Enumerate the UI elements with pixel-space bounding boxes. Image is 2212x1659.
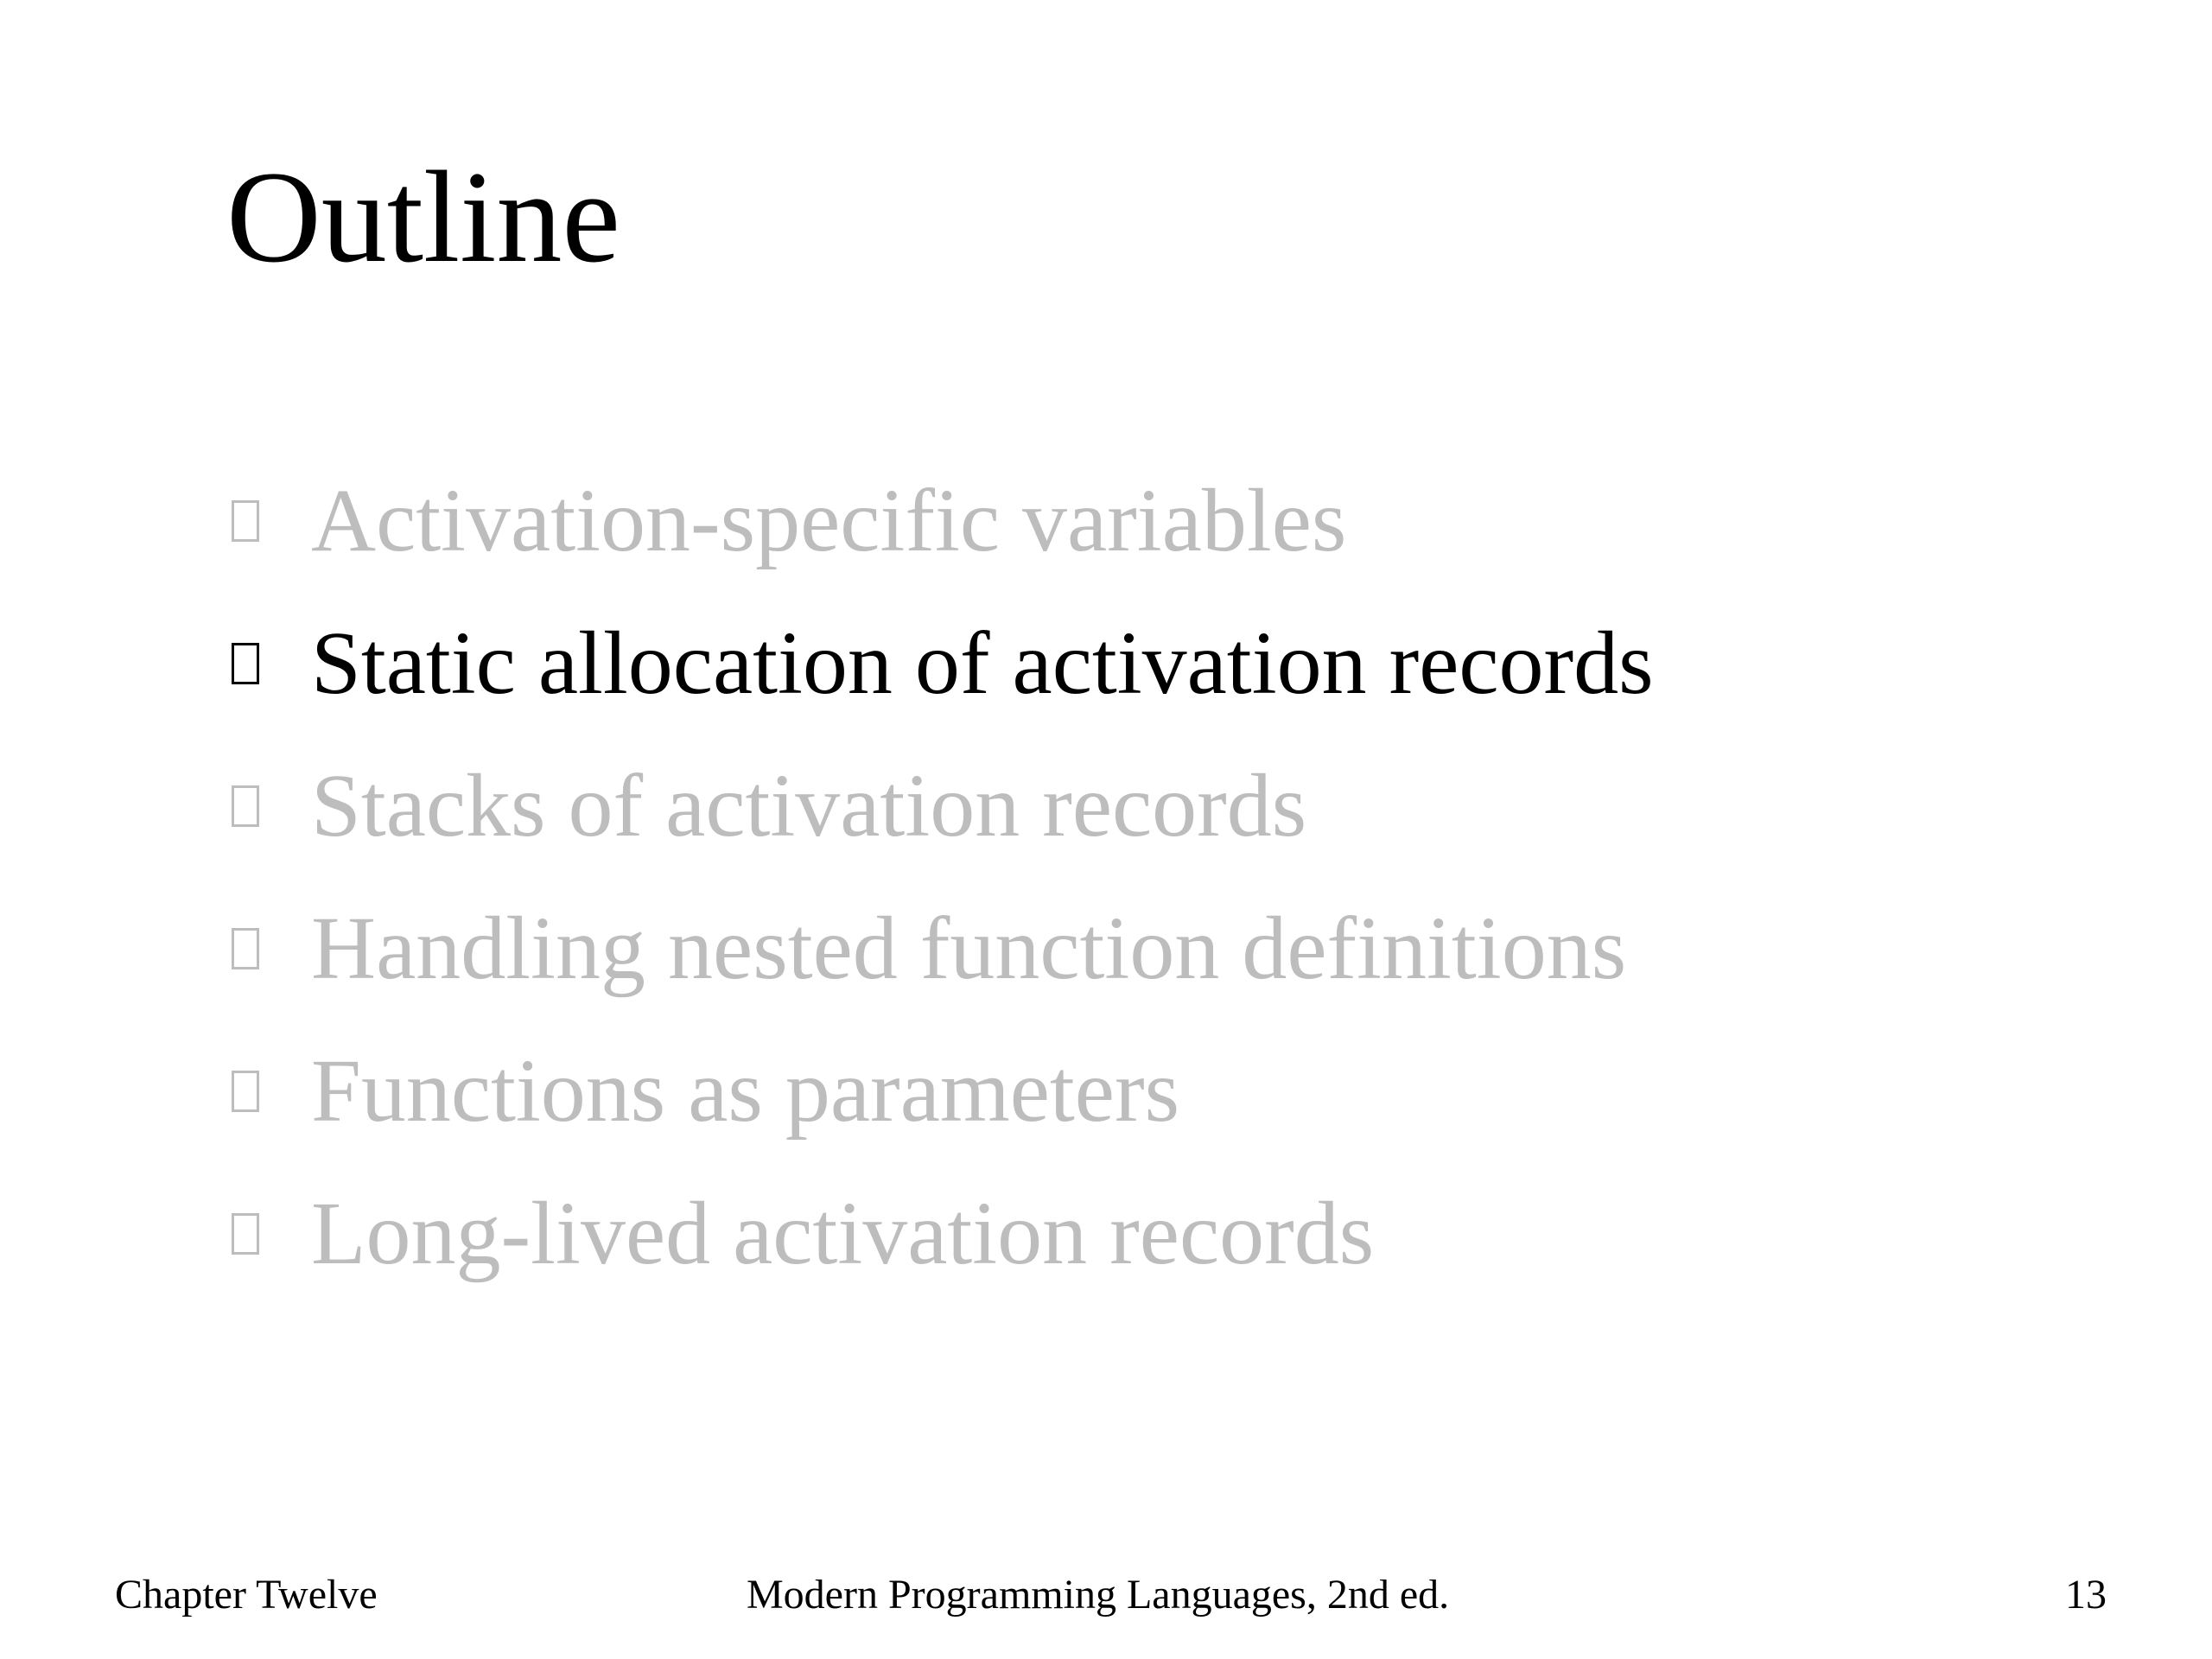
list-item-label: Handling nested function definitions: [311, 898, 1627, 998]
square-bullet-icon: [232, 1213, 259, 1255]
footer-page-number: 13: [2065, 1572, 2107, 1618]
list-item: [232, 449, 1654, 592]
list-item: [232, 734, 1654, 877]
footer-chapter: Chapter Twelve: [115, 1572, 378, 1618]
square-bullet-icon: [232, 928, 259, 969]
list-item-label: Static allocation of activation records: [311, 613, 1654, 713]
square-bullet-icon: [232, 1071, 259, 1112]
list-item-label: Functions as parameters: [311, 1040, 1180, 1141]
list-item-label: Stacks of activation records: [311, 755, 1307, 855]
footer-book-title: Modern Programming Languages, 2nd ed.: [747, 1572, 1450, 1618]
square-bullet-icon: [232, 785, 259, 827]
list-item-label: Long-lived activation records: [311, 1183, 1375, 1283]
list-item-label: Activation-specific variables: [311, 470, 1347, 570]
square-bullet-icon: [232, 500, 259, 542]
list-item: [232, 1020, 1654, 1162]
slide-title: Outline: [226, 144, 620, 289]
list-item: [232, 1162, 1654, 1305]
square-bullet-icon: [232, 643, 259, 684]
list-item: [232, 877, 1654, 1020]
outline-list: [232, 449, 1654, 1305]
list-item-current: [232, 592, 1654, 734]
